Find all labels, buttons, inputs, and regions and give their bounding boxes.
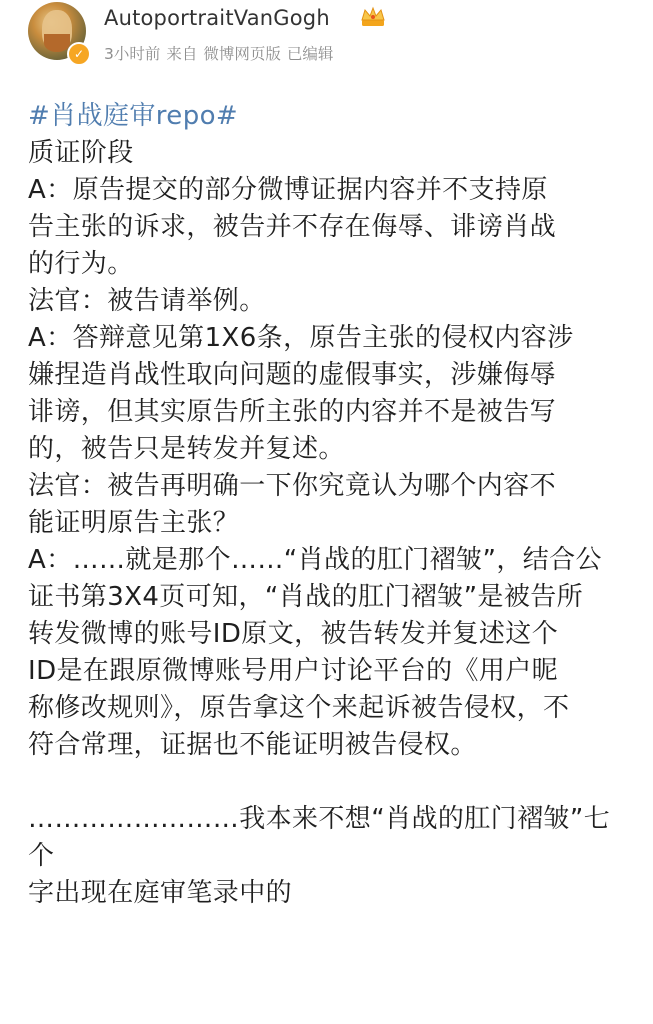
edited-label[interactable]: 已编辑 <box>286 45 334 63</box>
post-line: 质证阶段 <box>28 138 134 168</box>
post-line: 的行为。 <box>28 249 134 279</box>
post-line: 转发微博的账号ID原文，被告转发并复述这个 <box>28 619 559 649</box>
crown-icon[interactable] <box>360 6 386 28</box>
hashtag-link[interactable]: #肖战庭审repo# <box>28 101 239 131</box>
post-line: 证书第3X4页可知，“肖战的肛门褶皱”是被告所 <box>28 582 584 612</box>
post-line: 能证明原告主张？ <box>28 508 240 538</box>
post-line: 告主张的诉求，被告并不存在侮辱、诽谤肖战 <box>28 212 557 242</box>
post-line: 诽谤，但其实原告所主张的内容并不是被告写 <box>28 397 557 427</box>
source-prefix: 来自 <box>166 45 198 63</box>
blank-line <box>28 764 628 801</box>
username[interactable]: AutoportraitVanGogh <box>104 6 330 30</box>
post-line: 法官：被告再明确一下你究竟认为哪个内容不 <box>28 471 557 501</box>
avatar-beard <box>44 34 70 52</box>
post-line: 称修改规则》，原告拿这个来起诉被告侵权，不 <box>28 693 570 723</box>
post-line: 的，被告只是转发并复述。 <box>28 434 345 464</box>
post-line: 符合常理，证据也不能证明被告侵权。 <box>28 730 477 760</box>
post-source[interactable]: 微博网页版 <box>203 45 281 63</box>
post-line: ……………………我本来不想“肖战的肛门褶皱”七个 <box>28 804 611 871</box>
post-line: A：答辩意见第1X6条，原告主张的侵权内容涉 <box>28 323 574 353</box>
post-line: A：原告提交的部分微博证据内容并不支持原 <box>28 175 548 205</box>
avatar[interactable] <box>28 2 90 64</box>
post-body <box>28 98 628 912</box>
post-header <box>0 0 653 80</box>
post-meta <box>104 42 339 64</box>
post-line: 法官：被告请举例。 <box>28 286 266 316</box>
post-time: 3小时前 <box>104 45 161 63</box>
post-line: 嫌捏造肖战性取向问题的虚假事实，涉嫌侮辱 <box>28 360 557 390</box>
post-line: 字出现在庭审笔录中的 <box>28 878 293 908</box>
post-line: A：……就是那个……“肖战的肛门褶皱”，结合公 <box>28 545 602 575</box>
post-line: ID是在跟原微博账号用户讨论平台的《用户昵 <box>28 656 559 686</box>
verified-badge-icon: ✓ <box>67 42 91 66</box>
